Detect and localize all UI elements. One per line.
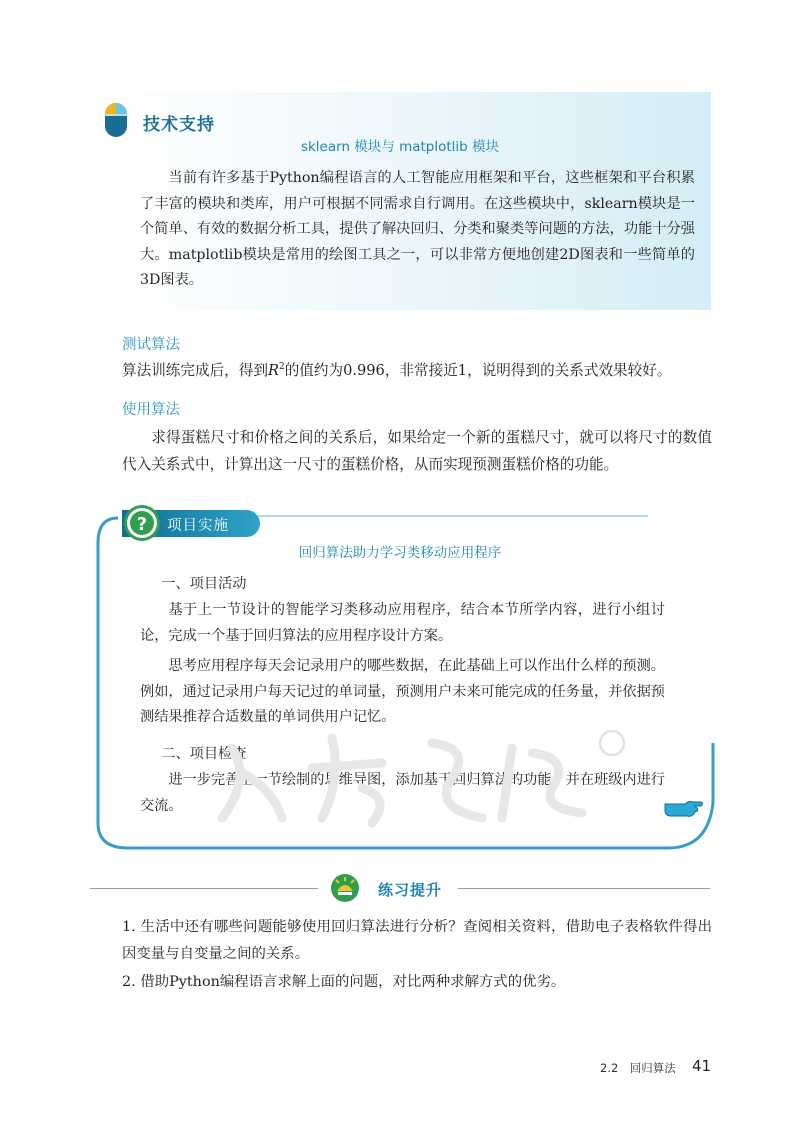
tech-support-subtitle: sklearn 模块与 matplotlib 模块 (300, 139, 500, 155)
tech-support-title: 技术支持 (143, 115, 215, 135)
exercise-question-2: 2. 借助Python编程语言求解上面的问题，对比两种求解方式的优劣。 (122, 974, 566, 990)
use-algorithm-heading: 使用算法 (122, 402, 180, 418)
use-algorithm-text: 求得蛋糕尺寸和价格之间的关系后，如果给定一个新的蛋糕尺寸，就可以将尺寸的数值代入关系式中，计算出这一尺寸的蛋糕价格，从而实现预测蛋糕价格的功能。 (122, 429, 712, 473)
svg-text:?: ? (136, 514, 148, 535)
footer-section-label: 2.2 回归算法 (600, 1061, 676, 1075)
project-item1-heading: 一、项目活动 (161, 576, 247, 592)
test-algorithm-heading: 测试算法 (122, 337, 180, 353)
mouse-icon (104, 102, 128, 138)
exercise-divider-right (458, 888, 710, 889)
page-number: 41 (692, 1057, 712, 1075)
exercise-divider-left (90, 888, 318, 889)
lamp-icon (330, 873, 360, 903)
exercise-title: 练习提升 (378, 881, 443, 899)
tech-support-body: 当前有许多基于Python编程语言的人工智能应用框架和平台，这些框架和平台积累了丰富的模块和类库，用户可根据不同需求自行调用。在这些模块中，sklearn模块是一个简单、有效的数据分析工具，提供了解决回归、分类和聚类等问题的方法，功能十分强大。matplotlib模块是常用的绘图工具之一，可以非常方便地创建2D图表和一些简单的3D图表。 (140, 170, 695, 288)
project-tab-label: 项目实施 (167, 518, 229, 534)
question-badge-icon (122, 503, 162, 543)
project-subtitle: 回归算法助力学习类移动应用程序 (298, 545, 502, 561)
project-item2-paragraph1: 进一步完善上一节绘制的思维导图，添加基于回归算法的功能，并在班级内进行交流。 (140, 772, 665, 814)
project-item1-paragraph2: 思考应用程序每天会记录用户的哪些数据，在此基础上可以作出什么样的预测。例如，通过记录用户每天记过的单词量，预测用户未来可能完成的任务量，并依据预测结果推荐合适数量的单词供用户记忆。 (140, 658, 665, 725)
test-algorithm-text: 算法训练完成后，得到$R^2$的值约为0.996，非常接近1，说明得到的关系式效果较好。 (122, 362, 672, 379)
project-item1-paragraph1: 基于上一节设计的智能学习类移动应用程序，结合本节所学内容，进行小组讨论，完成一个基于回归算法的应用程序设计方案。 (140, 602, 665, 644)
project-item2-heading: 二、项目检查 (161, 746, 247, 762)
pointing-hand-icon (663, 796, 705, 818)
exercise-question-1: 1. 生活中还有哪些问题能够使用回归算法进行分析？查阅相关资料，借助电子表格软件得出因变量与自变量之间的关系。 (122, 919, 712, 962)
